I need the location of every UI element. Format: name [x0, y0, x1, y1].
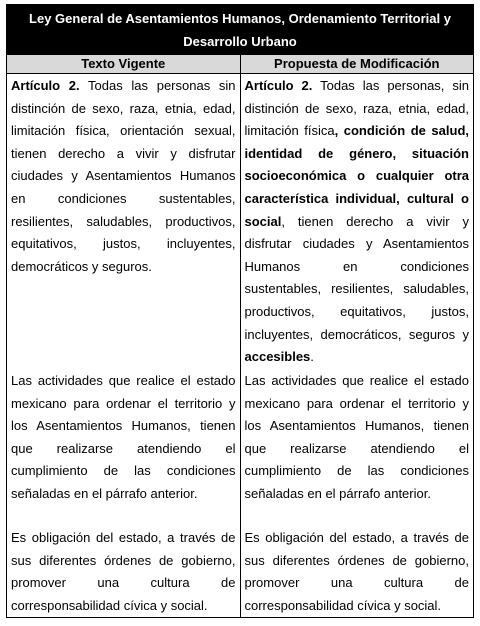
proposal-paragraph-1	[245, 75, 470, 370]
current-paragraph-3: Es obligación del estado, a través de sus diferentes órdenes de gobierno, promover una cultura de corresponsabilidad cívica y social.	[11, 530, 236, 613]
document	[6, 4, 474, 618]
proposal-article-label: Artículo 2.	[244, 78, 313, 93]
current-paragraph-2: Las actividades que realice el estado mexicano para ordenar el territorio y los Asentamientos Humanos, tienen que realizarse atendiendo el cumplimiento de las condiciones señaladas en el párrafo anterior.	[11, 373, 236, 501]
table-title: Ley General de Asentamientos Humanos, Ordenamiento Territorial y Desarrollo Urbano	[7, 5, 474, 55]
proposal-text-2: , tienen derecho a vivir y disfrutar ciudades y Asentamientos Humanos en condiciones sustentables, resilientes, saludables, productivos, equitativos, justos, incluyentes, democráticos, seguros y	[244, 213, 469, 342]
proposal-cell	[240, 74, 474, 618]
current-article-text: Todas las personas sin distinción de sexo, raza, etnia, edad, limitación física, orientación sexual, tienen derecho a vivir y disfrutar ciudades y Asentamientos Humanos en condiciones sustentables, resilientes, saludables, productivos, equitativos, justos, incluyentes, democráticos y seguros.	[11, 78, 236, 274]
title-row	[7, 5, 474, 55]
comparison-table	[6, 4, 474, 618]
proposal-paragraph-2: Las actividades que realice el estado mexicano para ordenar el territorio y los Asentamientos Humanos, tienen que realizarse atendiendo el cumplimiento de las condiciones señaladas en el párrafo anterior.	[244, 373, 469, 501]
current-text-cell	[7, 74, 241, 618]
proposal-text-3: .	[310, 349, 314, 365]
header-current-text: Texto Vigente	[7, 55, 241, 74]
current-paragraph-1	[11, 75, 236, 370]
content-row	[7, 74, 474, 618]
header-proposal: Propuesta de Modificación	[240, 55, 474, 74]
proposal-added-text-1: , condición de salud, identidad de género, situación socioeconómica o cualquier otra característica individual, cultural o social	[244, 123, 470, 229]
current-article-label: Artículo 2.	[11, 78, 80, 93]
proposal-added-text-2: accesibles	[244, 349, 311, 365]
proposal-text-1: Todas las personas, sin distinción de sexo, raza, etnia, edad, limitación física	[244, 78, 469, 139]
header-row	[7, 55, 474, 74]
proposal-paragraph-3: Es obligación del estado, a través de sus diferentes órdenes de gobierno, promover una cultura de corresponsabilidad cívica y social.	[244, 530, 469, 613]
